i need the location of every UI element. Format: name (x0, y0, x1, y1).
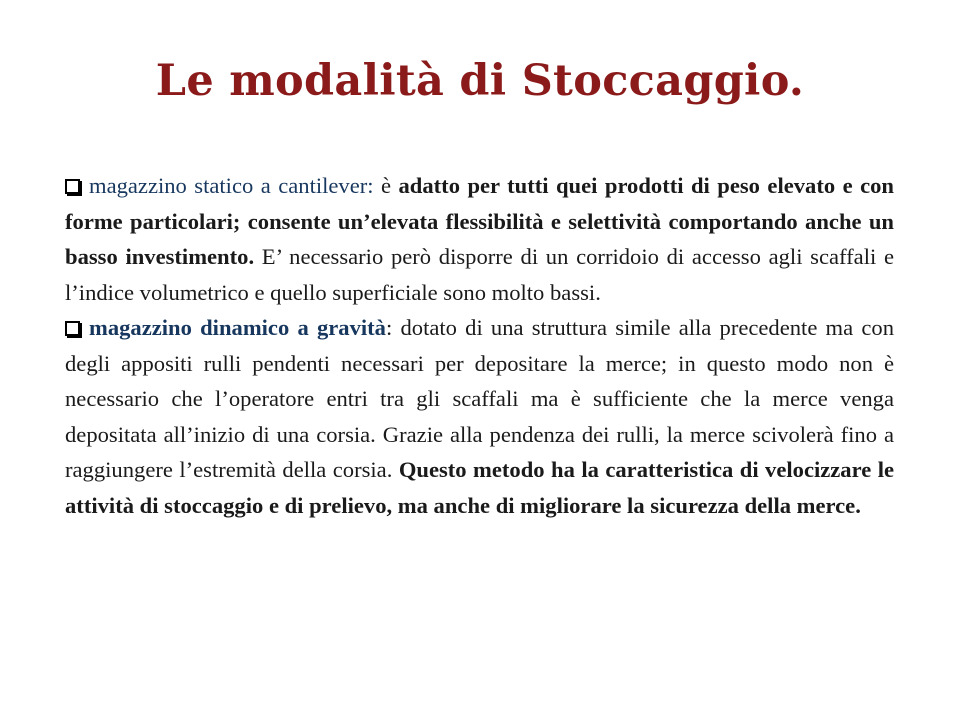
item-text: E’ necessario però disporre di un corridoio di accesso agli scaffali e l’indice volumetrico e quello superficiale sono molto bassi. (65, 244, 894, 305)
item-text: è (373, 173, 399, 198)
hollow-square-bullet-icon (65, 321, 80, 336)
slide-title: Le modalità di Stoccaggio. (155, 56, 805, 106)
item-bold-text: Questo metodo ha la caratteristica di velocizzare le attività di stoccaggio e di prelievo, ma anche di migliorare la sicurezza della merce. (65, 457, 895, 518)
item-bold-text: adatto per tutti quei prodotti di peso elevato e con forme particolari; consente un’elevata flessibilità e selettività comportando anche un basso investimento. (65, 173, 894, 269)
list-item-gravity (65, 310, 894, 523)
term-gravity: magazzino dinamico a gravità (89, 315, 386, 340)
list-item-cantilever (65, 168, 894, 310)
hollow-square-bullet-icon (65, 179, 80, 194)
item-text: : dotato di una struttura simile alla precedente ma con degli appositi rulli pendenti necessari per depositare la merce; in questo modo non è necessario che l’operatore entri tra gli scaffali ma è sufficiente che la merce venga depositata all’inizio di una corsia. Grazie alla pendenza dei rulli, la merce scivolerà fino a raggiungere l’estremità della corsia. (65, 315, 894, 482)
slide-body (65, 168, 894, 523)
term-cantilever: magazzino statico a cantilever: (89, 173, 374, 198)
